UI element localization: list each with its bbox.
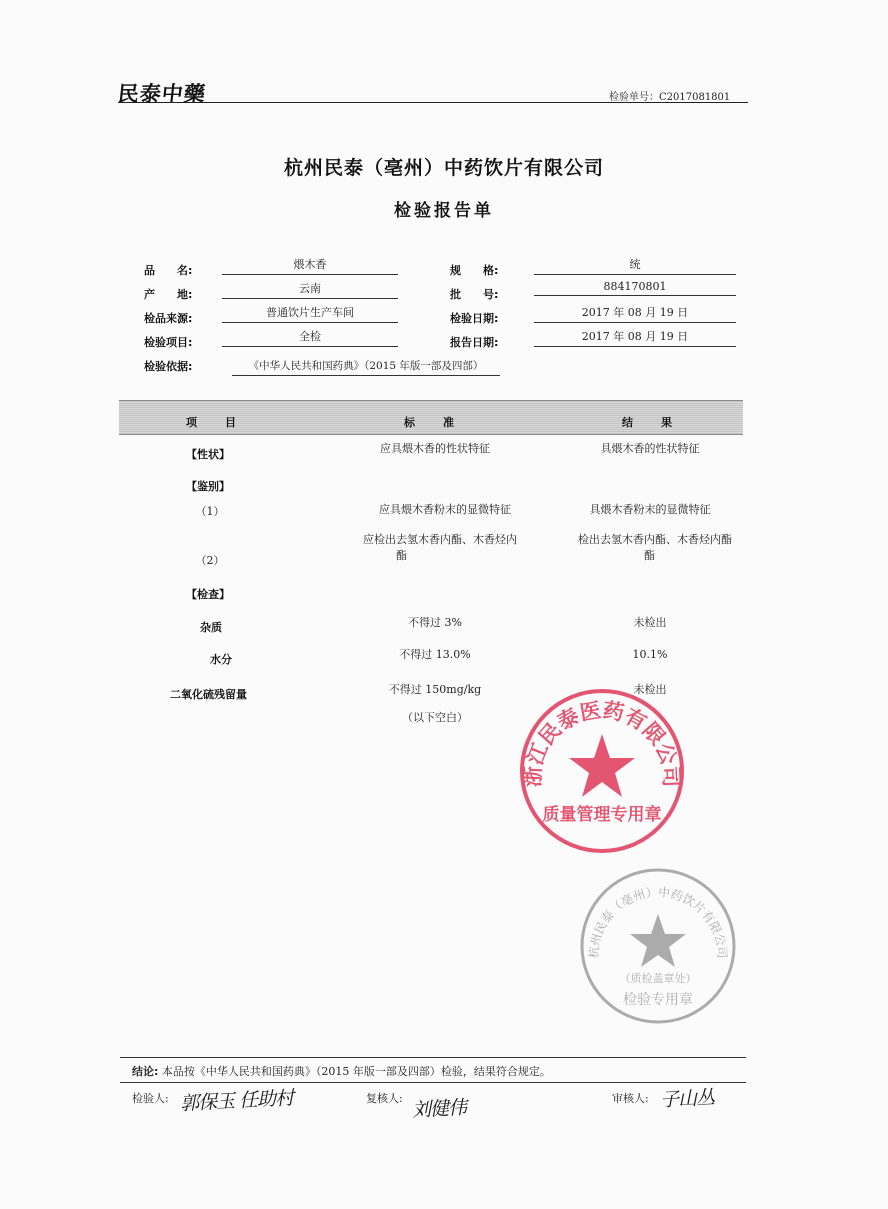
company-title: 杭州民泰（亳州）中药饮片有限公司: [283, 157, 604, 179]
identification-1-result: 具煨木香粉末的显微特征: [589, 503, 711, 516]
identification-1-standard: 应具煨木香粉末的显微特征: [379, 503, 511, 516]
moisture-standard: 不得过 13.0%: [399, 648, 471, 661]
identification-2-result: [560, 532, 750, 564]
impurity-result: 未检出: [633, 616, 667, 629]
gray-stamp-bottom-text: 检验专用章: [623, 992, 693, 1008]
column-header-result: 结果: [622, 416, 700, 429]
item-value: 全检: [222, 328, 398, 347]
spec-value: 统: [534, 256, 736, 275]
item-label: 检验项目:: [144, 336, 193, 349]
identification-2-standard-line2: 酯: [396, 549, 407, 562]
report-title: 检验报告单: [394, 201, 494, 221]
reviewer-signature: 刘健伟: [411, 1096, 467, 1122]
blank-note: （以下空白）: [402, 711, 468, 724]
identification-2-label: （2）: [195, 554, 225, 567]
source-value: 普通饮片生产车间: [222, 304, 398, 323]
impurity-label: 杂质: [200, 621, 222, 634]
character-standard: 应具煨木香的性状特征: [380, 442, 490, 455]
impurity-standard: 不得过 3%: [408, 616, 462, 629]
product-value: 煨木香: [222, 256, 398, 275]
red-stamp-top-text: 浙江民泰医药有限公司: [520, 697, 684, 788]
spec-label: 规 格:: [450, 264, 499, 277]
batch-label: 批 号:: [450, 288, 499, 301]
conclusion: [132, 1063, 551, 1079]
section-identification: 【鉴别】: [186, 480, 230, 493]
source-label: 检品来源:: [144, 312, 193, 325]
footer-divider-top: [120, 1057, 746, 1058]
origin-label: 产 地:: [144, 288, 193, 301]
basis-value: 《中华人民共和国药典》（2015 年版一部及四部）: [232, 358, 500, 376]
star-icon: [630, 914, 686, 967]
red-stamp-bottom-text: 质量管理专用章: [542, 805, 662, 825]
header-divider: [118, 102, 748, 103]
identification-2-standard: [340, 532, 540, 564]
so2-label: 二氧化硫残留量: [170, 688, 247, 701]
identification-2-result-line1: 检出去氢木香内酯、木香烃内酯: [578, 533, 732, 546]
gray-stamp-top-text: 杭州民泰（亳州）中药饮片有限公司: [586, 885, 730, 959]
so2-result: 未检出: [633, 683, 667, 696]
inspector-label: 检验人:: [132, 1092, 169, 1105]
moisture-label: 水分: [210, 653, 232, 666]
batch-value: 884170801: [534, 280, 736, 296]
report-date-label: 报告日期:: [450, 336, 499, 349]
section-character: 【性状】: [186, 448, 230, 461]
identification-2-result-line2: 酯: [644, 549, 655, 562]
conclusion-text: 本品按《中华人民共和国药典》（2015 年版一部及四部）检验，结果符合规定。: [161, 1065, 551, 1078]
character-result: 具煨木香的性状特征: [600, 442, 700, 455]
footer-divider-bottom: [120, 1082, 746, 1083]
identification-1-label: （1）: [195, 505, 225, 518]
section-check: 【检查】: [186, 588, 230, 601]
gray-stamp-center-text: （质检盖章处）: [619, 972, 697, 985]
reviewer-label: 复核人:: [366, 1092, 403, 1105]
product-label: 品 名:: [144, 264, 193, 277]
report-date-value: 2017 年 08 月 19 日: [534, 328, 736, 347]
origin-value: 云南: [222, 280, 398, 299]
approver-label: 审核人:: [612, 1092, 649, 1105]
inspect-date-value: 2017 年 08 月 19 日: [534, 304, 736, 323]
identification-2-standard-line1: 应检出去氢木香内酯、木香烃内: [363, 533, 517, 546]
inspection-number: 检验单号：C2017081801: [609, 92, 731, 103]
basis-label: 检验依据:: [144, 360, 193, 373]
star-icon: [569, 734, 635, 797]
inspection-seal-stamp: [578, 866, 738, 1026]
moisture-result: 10.1%: [632, 648, 668, 661]
column-header-item: 项目: [186, 416, 264, 429]
conclusion-label: 结论:: [132, 1065, 159, 1078]
company-logo: 民泰中藥: [116, 82, 208, 106]
so2-standard: 不得过 150mg/kg: [388, 683, 482, 696]
approver-signature: 子山丛: [659, 1086, 715, 1112]
quality-seal-stamp: [517, 686, 687, 856]
inspect-date-label: 检验日期:: [450, 312, 499, 325]
column-header-standard: 标准: [404, 416, 482, 429]
inspector-signature: 郭保玉 任助村: [179, 1087, 294, 1115]
